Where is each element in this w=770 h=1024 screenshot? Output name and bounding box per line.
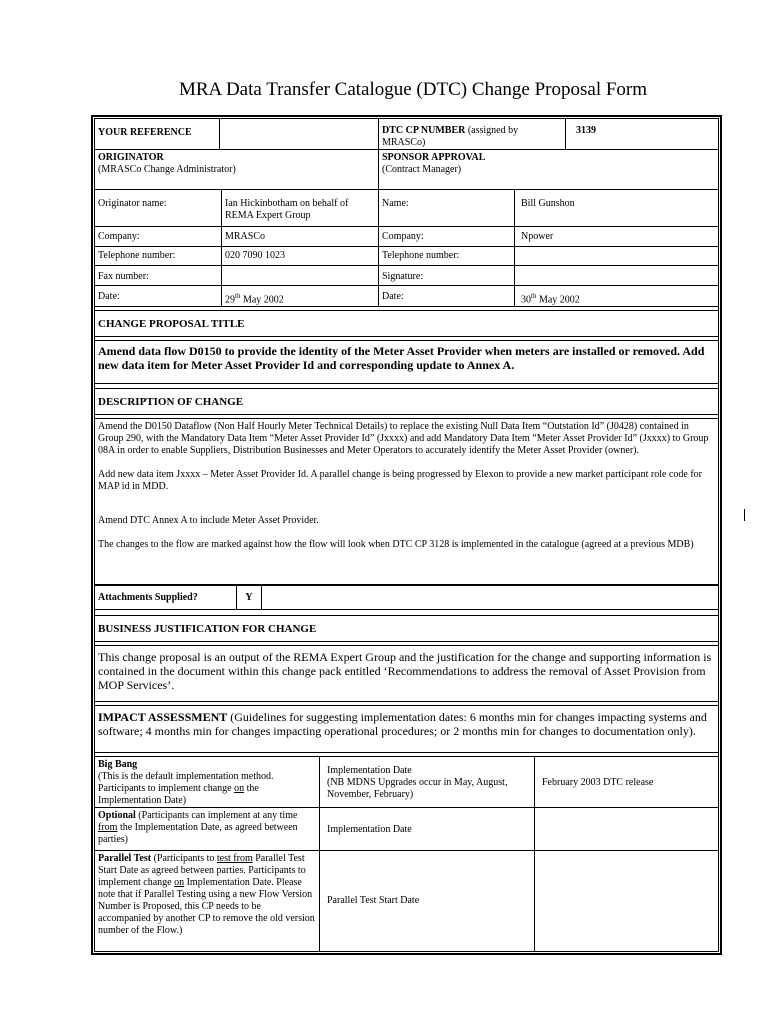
originator-name-value[interactable]: Ian Hickinbotham on behalf of REMA Expert Group: [221, 189, 379, 227]
originator-heading: [94, 149, 379, 190]
sponsor-name-value[interactable]: Bill Gunshon: [514, 189, 719, 227]
justification-heading: BUSINESS JUSTIFICATION FOR CHANGE: [94, 615, 719, 642]
parallel-text-2: Parallel Test Start Date as agreed between parties. Participants to implement change: [98, 853, 306, 888]
sponsor-heading: [378, 149, 719, 190]
attachments-label: Attachments Supplied?: [94, 585, 237, 610]
sponsor-company-label: Company:: [378, 226, 515, 247]
impact-heading: IMPACT ASSESSMENT: [98, 710, 228, 724]
sponsor-date-day: 30: [521, 294, 531, 306]
description-body: [94, 418, 719, 585]
description-para-3: Amend DTC Annex A to include Meter Asset Provider.: [98, 515, 319, 526]
impact-assessment: [94, 705, 719, 753]
page-title: MRA Data Transfer Catalogue (DTC) Change Proposal Form: [178, 79, 648, 100]
reference-value[interactable]: [219, 118, 379, 150]
justification-text: This change proposal is an output of the REMA Expert Group and the justification for the change and supporting information is contained in the document within this change pack entitled ‘Recommendations to address the removal of Asset Provision from MOP Services’.: [94, 645, 719, 702]
parallel-heading: Parallel Test: [98, 853, 152, 864]
sponsor-signature-value[interactable]: [514, 265, 719, 286]
originator-name-label: Originator name:: [94, 189, 222, 227]
parallel-text-3: Implementation Date. Please note that if Parallel Testing using a new Flow Version Number is Proposed, this CP needs to be accompanied by another CP to remove the old version number of the Flow.): [98, 877, 315, 936]
parallel-text-1: (Participants to: [151, 853, 217, 864]
description-para-1: Amend the D0150 Dataflow (Non Half Hourly Meter Technical Details) to replace the existing Null Data Item “Outstation Id” (J0428) contained in Group 290, with the Mandatory Data Item “Meter Asset Provider Id” (Jxxxx) and add Mandatory Data Item “Meter Asset Provider Id” (Jxxxx) to Group 08A in order to enable Suppliers, Distribution Businesses and Meter Operators to accurately identify the Meter Asset Provider (owner).: [98, 421, 709, 456]
text-cursor: [744, 509, 745, 521]
originator-fax-value[interactable]: [221, 265, 379, 286]
sponsor-phone-label: Telephone number:: [378, 246, 515, 266]
description-para-4: The changes to the flow are marked against how the flow will look when DTC CP 3128 is implemented in the catalogue (agreed at a previous MDB): [98, 539, 694, 550]
attachments-value[interactable]: Y: [236, 585, 262, 610]
originator-company-value[interactable]: MRASCo: [221, 226, 379, 247]
parallel-description: [94, 850, 320, 952]
originator-fax-label: Fax number:: [94, 265, 222, 286]
parallel-date-label: Parallel Test Start Date: [319, 850, 535, 952]
big-bang-line-1: (This is the default implementation method.: [98, 771, 274, 782]
sponsor-heading-text: SPONSOR APPROVAL: [382, 152, 486, 163]
parallel-test-from: test from: [216, 853, 253, 864]
optional-text-1: (Participants can implement at any time: [135, 810, 298, 821]
big-bang-heading: Big Bang: [98, 759, 138, 770]
big-bang-date-label: Implementation Date (NB MDNS Upgrades occur in May, August, November, February): [319, 756, 535, 808]
optional-description: [94, 807, 320, 851]
dtc-cp-note: (assigned by MRASCo): [382, 125, 519, 148]
description-para-2: Add new data item Jxxxx – Meter Asset Provider Id. A parallel change is being progressed by Elexon to provide a new market participant role code for MAP id in MDD.: [98, 469, 702, 492]
impact-text: (Guidelines for suggesting implementation dates: 6 months min for changes impacting systems and software; 4 months min for changes impacting operational procedures; or 2 months min for changes to documentation only).: [98, 710, 707, 738]
originator-phone-value[interactable]: 020 7090 1023: [221, 246, 379, 266]
big-bang-on: on: [234, 783, 245, 794]
sponsor-phone-value[interactable]: [514, 246, 719, 266]
optional-date-value[interactable]: [534, 807, 719, 851]
attachments-spacer: [261, 585, 719, 610]
reference-label: YOUR REFERENCE: [94, 118, 220, 150]
cp-title-text: Amend data flow D0150 to provide the identity of the Meter Asset Provider when meters are installed or removed. Add new data item for Meter Asset Provider Id and corresponding update to Annex A.: [94, 340, 719, 384]
originator-company-label: Company:: [94, 226, 222, 247]
big-bang-description: [94, 756, 320, 808]
cp-title-heading: CHANGE PROPOSAL TITLE: [94, 310, 719, 337]
big-bang-date-value[interactable]: February 2003 DTC release: [534, 756, 719, 808]
sponsor-date-rest: May 2002: [536, 294, 580, 306]
big-bang-line-2b: the: [244, 783, 259, 794]
optional-from: from: [98, 822, 118, 833]
originator-phone-label: Telephone number:: [94, 246, 222, 266]
sponsor-company-value[interactable]: Npower: [514, 226, 719, 247]
sponsor-date-sup: th: [531, 292, 537, 300]
optional-heading: Optional: [98, 810, 136, 821]
big-bang-line-2a: Participants to implement change: [98, 783, 235, 794]
parallel-date-value[interactable]: [534, 850, 719, 952]
sponsor-date-label: Date:: [378, 285, 515, 307]
optional-date-label: Implementation Date: [319, 807, 535, 851]
originator-heading-text: ORIGINATOR: [98, 152, 164, 163]
dtc-cp-label: [378, 118, 566, 150]
sponsor-date-value[interactable]: [514, 285, 719, 307]
dtc-cp-label-text: DTC CP NUMBER: [382, 125, 466, 136]
originator-date-day: 29: [225, 294, 235, 306]
optional-text-2: the Implementation Date, as agreed between parties): [98, 822, 298, 845]
big-bang-line-3: Implementation Date): [98, 795, 187, 806]
originator-date-sup: th: [235, 292, 241, 300]
originator-date-rest: May 2002: [240, 294, 284, 306]
originator-date-label: Date:: [94, 285, 222, 307]
sponsor-sub: (Contract Manager): [382, 164, 462, 175]
parallel-on: on: [174, 877, 185, 888]
description-heading: DESCRIPTION OF CHANGE: [94, 388, 719, 415]
big-bang-line-2: [98, 783, 316, 795]
sponsor-name-label: Name:: [378, 189, 515, 227]
originator-sub: (MRASCo Change Administrator): [98, 164, 236, 175]
sponsor-signature-label: Signature:: [378, 265, 515, 286]
dtc-cp-value: 3139: [565, 118, 719, 150]
originator-date-value[interactable]: [221, 285, 379, 307]
